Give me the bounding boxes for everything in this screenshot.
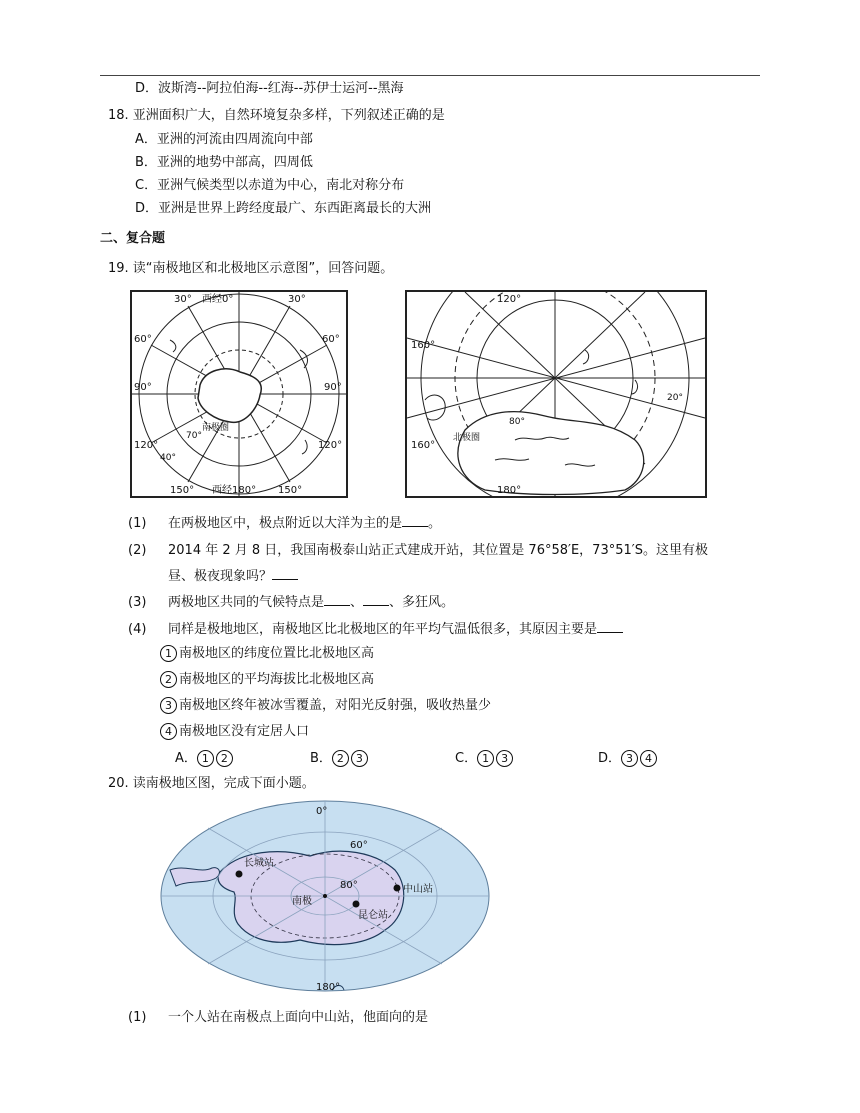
circled-number: 1	[477, 750, 494, 767]
option-letter: B．	[310, 751, 332, 766]
map-label: 150°	[170, 485, 195, 496]
map-label: 120°	[497, 294, 522, 305]
map-label: 0°	[316, 806, 328, 817]
map-label: 160°	[411, 340, 436, 351]
q18-option-c: C．亚洲气候类型以赤道为中心，南北对称分布	[135, 178, 405, 193]
sub-sep: 、	[350, 595, 364, 610]
circled-number: 3	[496, 750, 513, 767]
q19-sub3	[128, 593, 454, 612]
q19-sub2	[128, 542, 708, 560]
circled-number: 2	[160, 671, 177, 688]
q18-stem: 18. 亚洲面积广大，自然环境复杂多样，下列叙述正确的是	[108, 108, 445, 123]
map-label: 120°	[134, 440, 159, 451]
map-label: 南极	[292, 896, 312, 907]
reason-3	[160, 697, 491, 715]
header-rule	[100, 75, 760, 76]
map-label: 80°	[509, 417, 525, 427]
option-letter: A．	[175, 751, 197, 766]
q18-option-a: A．亚洲的河流由四周流向中部	[135, 132, 313, 147]
reason-text: 南极地区的平均海拔比北极地区高	[179, 672, 375, 687]
q20-sub1	[128, 1009, 428, 1027]
answer-blank[interactable]	[363, 593, 389, 606]
q19-sub1	[128, 514, 441, 533]
q18-option-d: D．亚洲是世界上跨经度最广、东西距离最长的大洲	[135, 201, 432, 216]
map-label: 60°	[322, 334, 340, 345]
map-label: 40°	[160, 453, 176, 463]
answer-blank[interactable]	[324, 593, 350, 606]
q18-option-b: B．亚洲的地势中部高，四周低	[135, 155, 313, 170]
answer-blank[interactable]	[597, 620, 623, 633]
reason-1	[160, 645, 374, 663]
answer-blank[interactable]	[272, 567, 298, 580]
map-label: 20°	[667, 393, 683, 403]
circled-number: 4	[640, 750, 657, 767]
map-label: 180°	[497, 485, 522, 496]
sub-text-end: 。	[428, 516, 442, 531]
sub-number: (1)	[128, 516, 147, 531]
map-label: 150°	[278, 485, 303, 496]
antarctica-map	[160, 800, 490, 995]
q19-stem: 19. 读“南极地区和北极地区示意图”，回答问题。	[108, 261, 394, 276]
answer-blank[interactable]	[402, 514, 428, 527]
map-label: 160°	[411, 440, 436, 451]
answer-option-b[interactable]	[310, 750, 370, 768]
map-label: 30°	[288, 294, 306, 305]
north-polar-map	[405, 290, 707, 498]
reason-text: 南极地区的纬度位置比北极地区高	[179, 646, 375, 661]
map-label: 120°	[318, 440, 343, 451]
sub-text: 同样是极地地区，南极地区比北极地区的年平均气温低很多，其原因主要是	[168, 622, 598, 637]
option-letter: C．	[455, 751, 478, 766]
answer-option-d[interactable]	[598, 750, 659, 768]
answer-option-a[interactable]	[175, 750, 235, 768]
map-label: 西经0°	[202, 294, 234, 305]
circled-number: 1	[197, 750, 214, 767]
reason-text: 南极地区终年被冰雪覆盖，对阳光反射强，吸收热量少	[179, 698, 492, 713]
sub-text: 2014 年 2 月 8 日，我国南极泰山站正式建成开站，其位置是 76°58′E，73°51′S。这里有极	[168, 543, 708, 558]
circled-number: 3	[160, 697, 177, 714]
reason-4	[160, 723, 309, 741]
map-label: 60°	[134, 334, 152, 345]
reason-text: 南极地区没有定居人口	[179, 724, 310, 739]
sub-number: (3)	[128, 595, 147, 610]
circled-number: 3	[351, 750, 368, 767]
map-label: 90°	[134, 382, 152, 393]
option-letter: D．	[598, 751, 622, 766]
reason-2	[160, 671, 374, 689]
map-label: 30°	[174, 294, 192, 305]
sub-text: 在两极地区中，极点附近以大洋为主的是	[168, 516, 403, 531]
sub-text: 两极地区共同的气候特点是	[168, 595, 325, 610]
map-label: 长城站	[244, 858, 274, 869]
q19-sub2-cont	[168, 567, 298, 586]
sub-text-end: 、多狂风。	[389, 595, 455, 610]
sub-text: 一个人站在南极点上面向中山站，他面向的是	[168, 1010, 429, 1025]
map-label: 西经180°	[212, 485, 257, 496]
map-label: 80°	[340, 880, 358, 891]
section-heading: 二、复合题	[100, 231, 166, 246]
q17-option-d: D．波斯湾--阿拉伯海--红海--苏伊士运河--黑海	[135, 81, 404, 96]
answer-option-c[interactable]	[455, 750, 515, 768]
map-label: 180°	[316, 982, 341, 993]
south-polar-map	[130, 290, 348, 498]
map-label: 中山站	[403, 884, 433, 895]
sub-text: 昼、极夜现象吗？	[168, 569, 273, 584]
circled-number: 2	[332, 750, 349, 767]
map-label: 90°	[324, 382, 342, 393]
map-label: 南极圈	[202, 423, 230, 433]
circled-number: 2	[216, 750, 233, 767]
sub-number: (4)	[128, 622, 147, 637]
circled-number: 1	[160, 645, 177, 662]
sub-number: (2)	[128, 543, 147, 558]
circled-number: 3	[621, 750, 638, 767]
map-label: 70°	[186, 431, 202, 441]
circled-number: 4	[160, 723, 177, 740]
map-label: 昆仑站	[358, 910, 388, 921]
map-label: 北极圈	[453, 433, 481, 443]
q20-stem: 20. 读南极地区图，完成下面小题。	[108, 776, 315, 791]
q19-sub4	[128, 620, 623, 639]
map-label: 60°	[350, 840, 368, 851]
sub-number: (1)	[128, 1010, 147, 1025]
